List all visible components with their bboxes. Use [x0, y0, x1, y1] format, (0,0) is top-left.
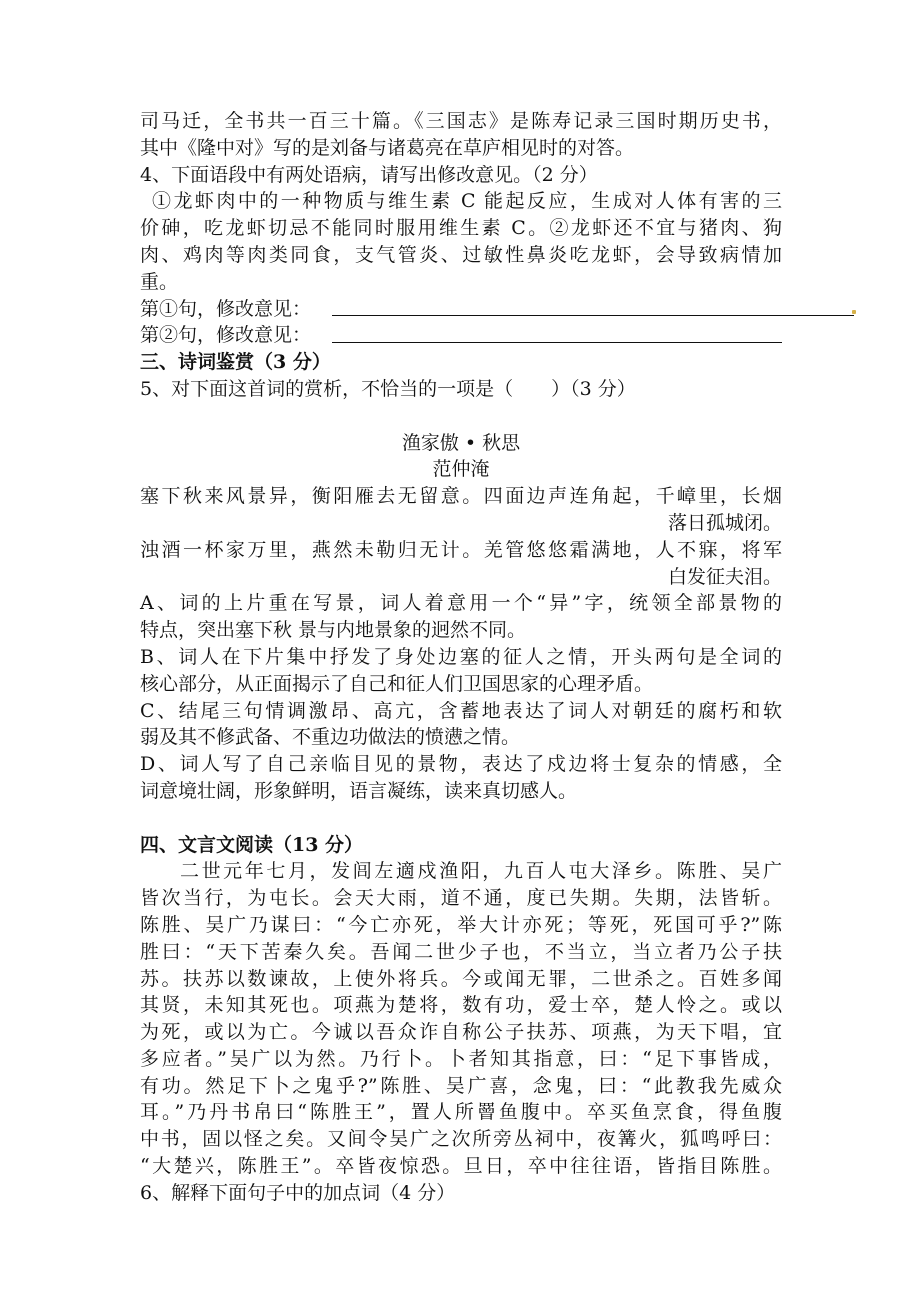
poem-line: 白发征夫泪。 [667, 565, 782, 588]
text-line: 价砷，吃龙虾切忌不能同时服用维生素 C。②龙虾还不宜与猪肉、狗 [140, 217, 782, 240]
passage-line: 有功。然足下卜之鬼乎?”陈胜、吴广喜，念鬼，曰：“此教我先威众 [140, 1074, 782, 1097]
section-3-title: 三、诗词鉴赏（3 分） [140, 351, 331, 374]
passage-line: 耳。”乃丹书帛曰“陈胜王”，置人所罾鱼腹中。卒买鱼烹食，得鱼腹 [140, 1101, 782, 1124]
answer-row-2 [140, 322, 782, 349]
answer-label-2: 第②句，修改意见： [140, 324, 312, 347]
passage-line: 苏。扶苏以数谏故，上使外将兵。今或闻无罪，二世杀之。百姓多闻 [140, 967, 782, 990]
poem-line: 浊酒一杯家万里，燕然未勒归无计。羌管悠悠霜满地，人不寐，将军 [140, 538, 782, 561]
text-line: 司马迁，全书共一百三十篇。《三国志》是陈寿记录三国时期历史书， [140, 110, 782, 132]
spacer [140, 805, 782, 832]
option-d-line: D、词人写了自己亲临目见的景物，表达了戍边将士复杂的情感，全 [140, 753, 782, 776]
answer-row-1 [140, 296, 782, 323]
option-d-line: 词意境壮阔，形象鲜明，语言凝练，读来真切感人。 [140, 779, 578, 802]
document-page [140, 108, 782, 1207]
question-6-title: 6、解释下面句子中的加点词（4 分） [140, 1181, 456, 1204]
passage-line: 皆次当行，为屯长。会天大雨，道不通，度已失期。失期，法皆斩。 [140, 887, 782, 910]
option-b-line: B、词人在下片集中抒发了身处边塞的征人之情，开头两句是全词的 [140, 645, 782, 668]
passage-line: “大楚兴，陈胜王”。卒皆夜惊恐。旦日，卒中往往语，皆指目陈胜。 [140, 1155, 782, 1178]
question-5-title: 5、对下面这首词的赏析，不恰当的一项是（ ）（3 分） [140, 377, 636, 400]
option-b-line: 核心部分，从正面揭示了自己和征人们卫国思家的心理矛盾。 [140, 672, 654, 695]
poem-author: 范仲淹 [432, 458, 490, 481]
option-a-line: A、词的上片重在写景，词人着意用一个“异”字，统领全部景物的 [140, 592, 782, 615]
option-c-line: 弱及其不修武备、不重边功做法的愤懑之情。 [140, 726, 521, 749]
text-line: 肉、鸡肉等肉类同食，支气管炎、过敏性鼻炎吃龙虾，会导致病情加 [140, 243, 782, 266]
passage-line: 多应者。”吴广以为然。乃行卜。卜者知其指意，曰：“足下事皆成， [140, 1047, 782, 1070]
answer-blank-1[interactable] [332, 315, 854, 316]
text-line: 其中《隆中对》写的是刘备与诸葛亮在草庐相见时的对答。 [140, 136, 635, 159]
text-line: ①龙虾肉中的一种物质与维生素 C 能起反应，生成对人体有害的三 [152, 190, 782, 213]
passage-line: 陈胜、吴广乃谋曰：“今亡亦死，举大计亦死；等死，死国可乎?”陈 [140, 913, 782, 936]
section-4-title: 四、文言文阅读（13 分） [140, 833, 364, 856]
passage-line: 为死，或以为亡。今诚以吾众诈自称公子扶苏、项燕，为天下唱，宜 [140, 1021, 782, 1044]
stray-mark [852, 310, 856, 314]
option-a-line: 特点，突出塞下秋 景与内地景象的迥然不同。 [140, 619, 527, 642]
answer-label-1: 第①句，修改意见： [140, 297, 312, 320]
text-line: 重。 [140, 270, 179, 293]
passage-line: 二世元年七月，发闾左適戍渔阳，九百人屯大泽乡。陈胜、吴广 [180, 860, 782, 883]
passage-line: 胜曰：“天下苦秦久矣。吾闻二世少子也，不当立，当立者乃公子扶 [140, 940, 782, 963]
option-c-line: C、结尾三句情调激昂、高亢，含蓄地表达了词人对朝廷的腐朽和软 [140, 699, 782, 722]
poem-title: 渔家傲 • 秋思 [401, 431, 521, 454]
passage-line: 其贤，未知其死也。项燕为楚将，数有功，爱士卒，楚人怜之。或以 [140, 994, 782, 1017]
answer-blank-2[interactable] [332, 342, 782, 343]
passage-line: 中书，固以怪之矣。又间令吴广之次所旁丛祠中，夜篝火，狐鸣呼曰： [140, 1128, 782, 1151]
poem-line: 落日孤城闭。 [667, 511, 782, 534]
question-4-title: 4、下面语段中有两处语病，请写出修改意见。（2 分） [140, 163, 598, 186]
spacer [140, 403, 782, 430]
poem-line: 塞下秋来风景异，衡阳雁去无留意。四面边声连角起，千嶂里，长烟 [140, 485, 782, 508]
